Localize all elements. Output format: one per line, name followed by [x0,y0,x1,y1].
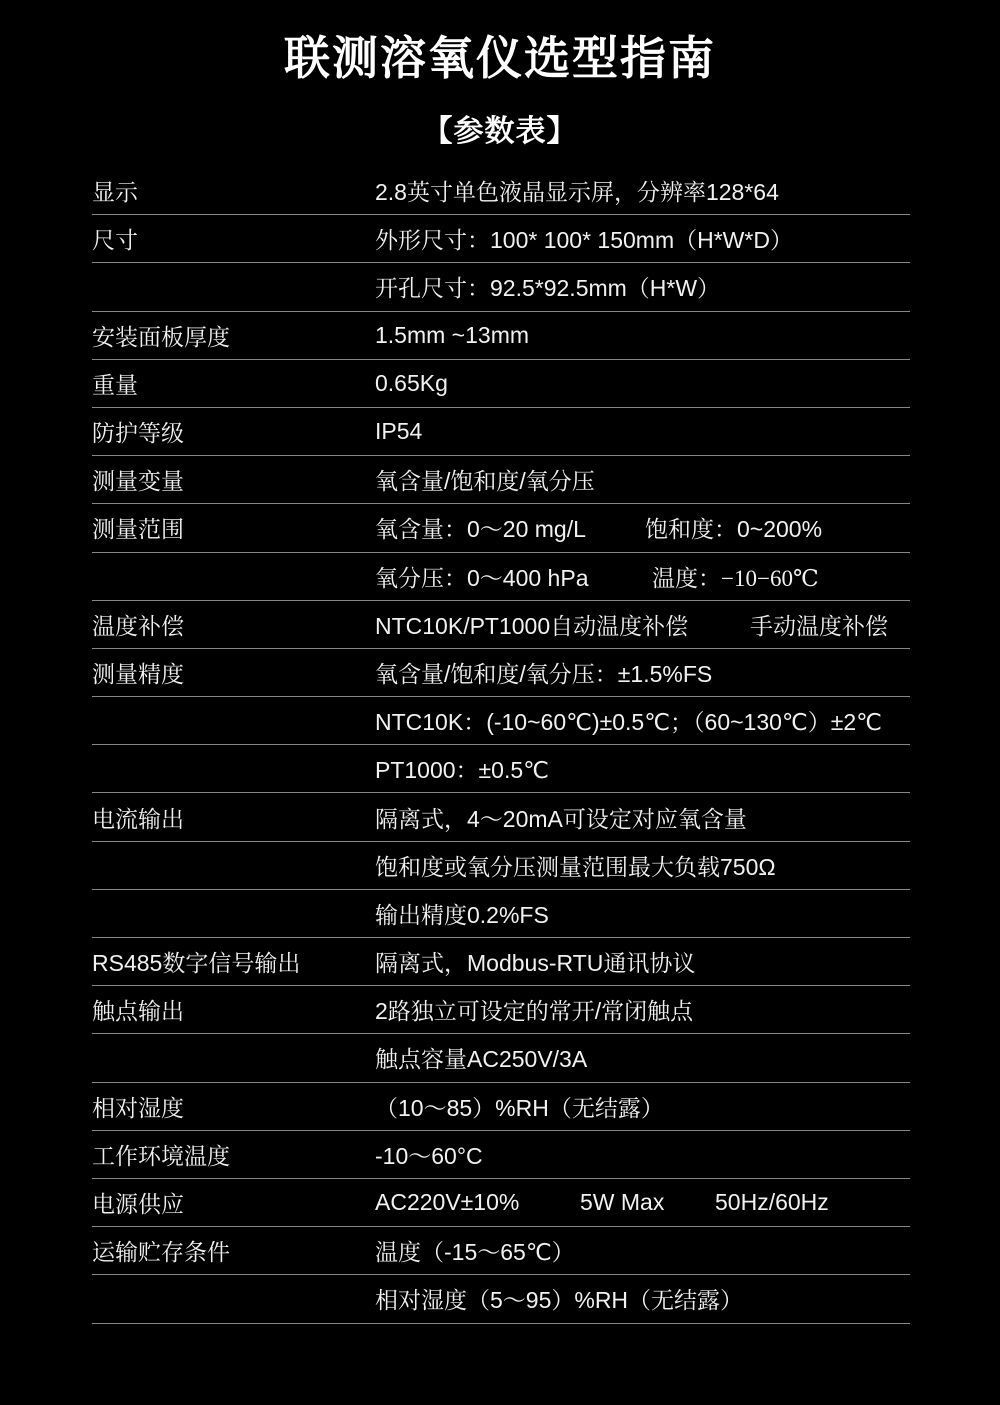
table-row [92,408,910,456]
spec-value-part: 开孔尺寸：92.5*92.5mm（H*W） [375,275,721,302]
spec-value-part: 50Hz/60Hz [715,1189,829,1216]
spec-value-part: 0.65Kg [375,369,448,396]
spec-value [375,463,910,496]
spec-value [375,704,910,737]
spec-label: 测量变量 [92,468,184,495]
spec-value [375,174,910,207]
spec-label: 工作环境温度 [92,1142,230,1169]
spec-value-part: 2.8英寸单色液晶显示屏，分辨率128*64 [375,179,779,206]
spec-value [375,993,910,1026]
table-row [92,456,910,504]
spec-value-part: 温度（-15～65℃） [375,1239,575,1266]
spec-value-part: 外形尺寸：100* 100* 150mm（H*W*D） [375,227,793,254]
spec-value [375,752,910,785]
spec-value-part: 氧分压：0～400 hPa [375,564,589,591]
table-row [92,215,910,263]
spec-value-part: 隔离式，4～20mA可设定对应氧含量 [375,805,747,832]
spec-value [375,849,910,882]
spec-value-part: 饱和度：0~200% [645,516,823,543]
table-row [92,312,910,360]
spec-label: 电流输出 [92,805,184,832]
spec-value-part: 氧含量/饱和度/氧分压 [375,468,595,495]
page-title: 联测溶氧仪选型指南 [284,32,716,84]
table-row [92,842,910,890]
spec-value [375,511,910,544]
spec-value [375,418,910,445]
spec-label: 尺寸 [92,227,138,254]
spec-value-part: 氧含量：0～20 mg/L [375,516,586,543]
table-row [92,697,910,745]
table-row [92,553,910,601]
spec-label: 运输贮存条件 [92,1239,230,1266]
spec-label: 温度补偿 [92,612,184,639]
table-row [92,1179,910,1227]
table-row [92,745,910,793]
spec-value-part: 温度：−10−60℃ [652,565,819,591]
table-row [92,793,910,841]
spec-label: 相对湿度 [92,1094,184,1121]
spec-label: 防护等级 [92,420,184,447]
spec-value [375,656,910,689]
page-subtitle: 【参数表】 [422,115,578,148]
spec-label: 重量 [92,371,138,398]
spec-value [375,222,910,255]
spec-value [375,945,910,978]
table-row [92,601,910,649]
table-row [92,649,910,697]
spec-value [375,1090,910,1123]
spec-value-part: 触点容量AC250V/3A [375,1046,588,1073]
spec-label: 测量精度 [92,660,184,687]
table-row [92,1034,910,1082]
spec-value-part: IP54 [375,418,423,445]
spec-label: 电源供应 [92,1191,184,1218]
spec-value-part: -10～60°C [375,1142,483,1169]
spec-value-part: 饱和度或氧分压测量范围最大负载750Ω [375,853,776,880]
spec-value-part: NTC10K：(-10~60℃)±0.5℃；（60~130℃）±2℃ [375,709,882,736]
spec-table [92,167,910,1324]
spec-value [375,897,910,930]
table-row [92,986,910,1034]
table-row [92,263,910,311]
table-row [92,360,910,408]
spec-value [375,1041,910,1074]
spec-value [375,322,910,349]
spec-value-part: 输出精度0.2%FS [375,901,549,928]
spec-value-part: 相对湿度（5～95）%RH（无结露） [375,1287,744,1314]
spec-value [375,560,910,593]
spec-label: RS485数字信号输出 [92,950,301,977]
spec-value-part: 隔离式，Modbus-RTU通讯协议 [375,950,696,977]
table-row [92,167,910,215]
spec-value-part: 手动温度补偿 [750,612,888,639]
spec-value-part: （10～85）%RH（无结露） [375,1094,664,1121]
spec-value [375,370,910,397]
spec-label: 安装面板厚度 [92,323,230,350]
table-row [92,1131,910,1179]
spec-value-part: 2路独立可设定的常开/常闭触点 [375,998,694,1025]
spec-value-part: PT1000：±0.5℃ [375,757,549,784]
spec-value-part: 1.5mm ~13mm [375,321,530,348]
spec-value [375,1189,910,1216]
table-row [92,890,910,938]
table-row [92,1275,910,1323]
spec-value [375,1234,910,1267]
table-row [92,938,910,986]
spec-value-part: 5W Max [580,1189,665,1216]
table-row [92,1227,910,1275]
spec-value [375,1138,910,1171]
spec-value [375,801,910,834]
spec-label: 显示 [92,179,138,206]
table-row [92,1083,910,1131]
spec-value-part: NTC10K/PT1000自动温度补偿 [375,612,689,639]
spec-label: 测量范围 [92,516,184,543]
spec-value [375,270,910,303]
table-row [92,504,910,552]
spec-label: 触点输出 [92,998,184,1025]
spec-value [375,1282,910,1315]
spec-value [375,608,910,641]
spec-value-part: AC220V±10% [375,1189,520,1216]
spec-value-part: 氧含量/饱和度/氧分压：±1.5%FS [375,660,713,687]
